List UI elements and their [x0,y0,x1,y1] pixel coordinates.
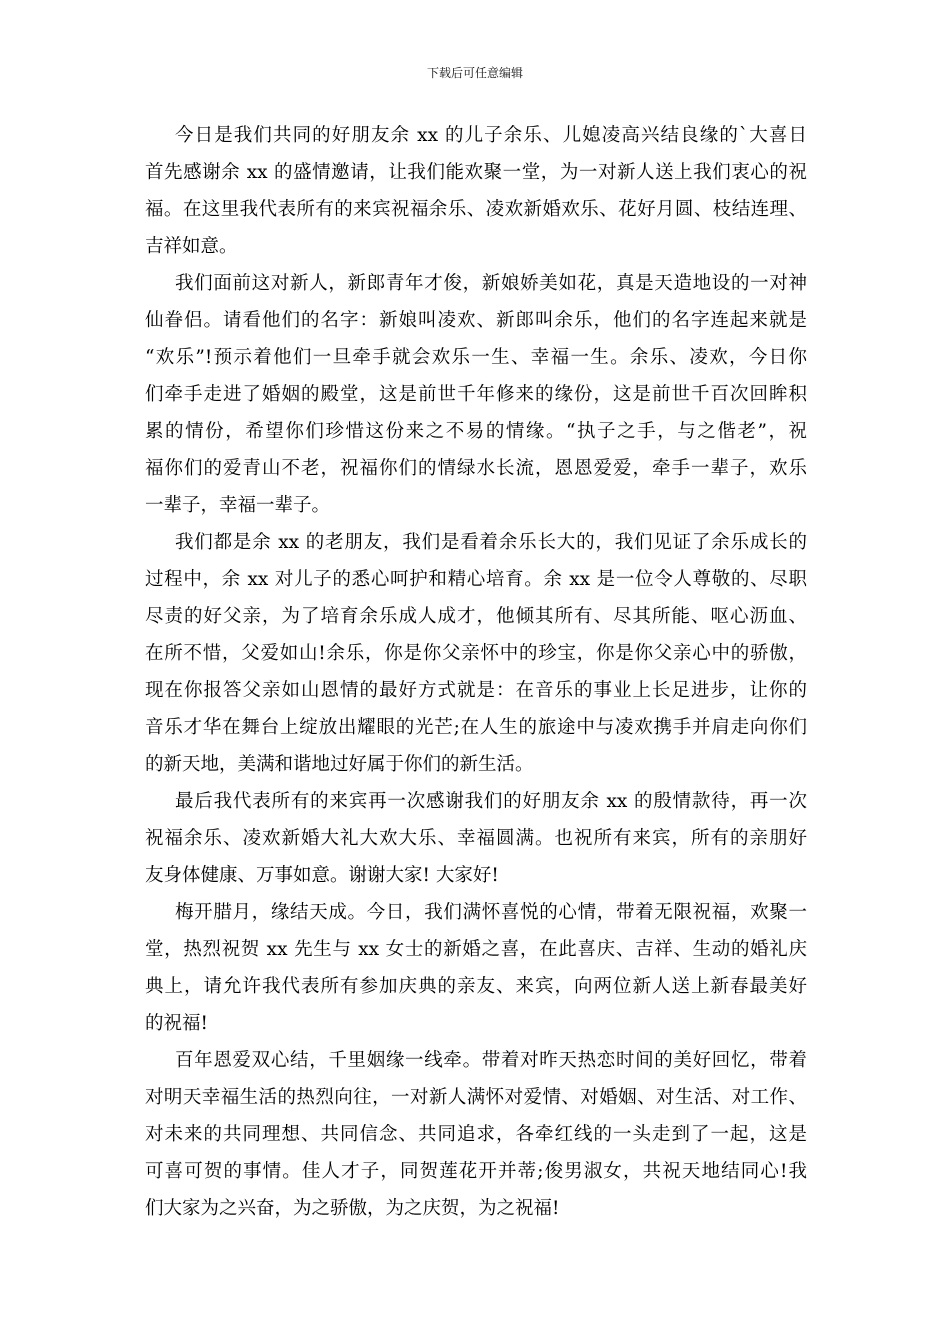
text-line: 在所不惜，父爱如山!余乐，你是你父亲怀中的珍宝，你是你父亲心中的骄傲， [145,643,807,664]
text-line: 祝福余乐、凌欢新婚大礼大欢大乐、幸福圆满。也祝所有来宾，所有的亲朋好 [145,828,807,849]
text-line: 对明天幸福生活的热烈向往，一对新人满怀对爱情、对婚姻、对生活、对工作、 [145,1087,807,1108]
paragraph [145,117,807,265]
text-line: 可喜可贺的事情。佳人才子，同贺莲花开并蒂;俊男淑女，共祝天地结同心!我 [145,1161,807,1182]
text-line: 一辈子，幸福一辈子。 [145,495,331,516]
text-line: 吉祥如意。 [145,236,238,257]
text-line: 友身体健康、万事如意。谢谢大家! 大家好! [145,865,499,886]
text-line: 百年恩爱双心结，千里姻缘一线牵。带着对昨天热恋时间的美好回忆，带着 [175,1050,807,1071]
paragraph [145,1042,807,1227]
text-line: 仙眷侣。请看他们的名字：新娘叫凌欢、新郎叫余乐，他们的名字连起来就是 [145,310,807,331]
text-line: 的新天地，美满和谐地过好属于你们的新生活。 [145,754,534,775]
text-line: 最后我代表所有的来宾再一次感谢我们的好朋友余 xx 的殷情款待，再一次 [175,791,807,812]
paragraph [145,783,807,894]
text-line: 典上，请允许我代表所有参加庆典的亲友、来宾，向两位新人送上新春最美好 [145,976,807,997]
text-line: 累的情份，希望你们珍惜这份来之不易的情缘。“执子之手，与之偕老”，祝 [145,421,807,442]
text-line: 对未来的共同理想、共同信念、共同追求，各牵红线的一头走到了一起，这是 [145,1124,807,1145]
text-line: 我们面前这对新人，新郎青年才俊，新娘娇美如花，真是天造地设的一对神 [175,273,807,294]
text-line: 福你们的爱青山不老，祝福你们的情绿水长流，恩恩爱爱，牵手一辈子，欢乐 [145,458,807,479]
paragraph [145,524,807,783]
text-line: 过程中，余 xx 对儿子的悉心呵护和精心培育。余 xx 是一位令人尊敬的、尽职 [145,569,807,590]
text-line: 今日是我们共同的好朋友余 xx 的儿子余乐、儿媳凌高兴结良缘的`大喜日 [175,125,807,146]
document-body [145,117,807,1227]
paragraph [145,894,807,1042]
text-line: 们大家为之兴奋，为之骄傲，为之庆贺，为之祝福! [145,1198,560,1219]
page-header: 下载后可任意编辑 [426,66,523,80]
paragraph [145,265,807,524]
text-line: 们牵手走进了婚姻的殿堂，这是前世千年修来的缘份，这是前世千百次回眸积 [145,384,807,405]
text-line: 音乐才华在舞台上绽放出耀眼的光芒;在人生的旅途中与凌欢携手并肩走向你们 [145,717,807,738]
text-line: 首先感谢余 xx 的盛情邀请，让我们能欢聚一堂，为一对新人送上我们衷心的祝 [145,162,807,183]
text-line: 堂，热烈祝贺 xx 先生与 xx 女士的新婚之喜，在此喜庆、吉祥、生动的婚礼庆 [145,939,807,960]
text-line: 梅开腊月，缘结天成。今日，我们满怀喜悦的心情，带着无限祝福，欢聚一 [175,902,807,923]
text-line: 尽责的好父亲，为了培育余乐成人成才，他倾其所有、尽其所能、呕心沥血、 [145,606,807,627]
text-line: “欢乐”!预示着他们一旦牵手就会欢乐一生、幸福一生。余乐、凌欢，今日你 [145,347,807,368]
text-line: 我们都是余 xx 的老朋友，我们是看着余乐长大的，我们见证了余乐成长的 [175,532,807,553]
text-line: 的祝福! [145,1013,208,1034]
text-line: 现在你报答父亲如山恩情的最好方式就是：在音乐的事业上长足进步，让你的 [145,680,807,701]
text-line: 福。在这里我代表所有的来宾祝福余乐、凌欢新婚欢乐、花好月圆、枝结连理、 [145,199,807,220]
